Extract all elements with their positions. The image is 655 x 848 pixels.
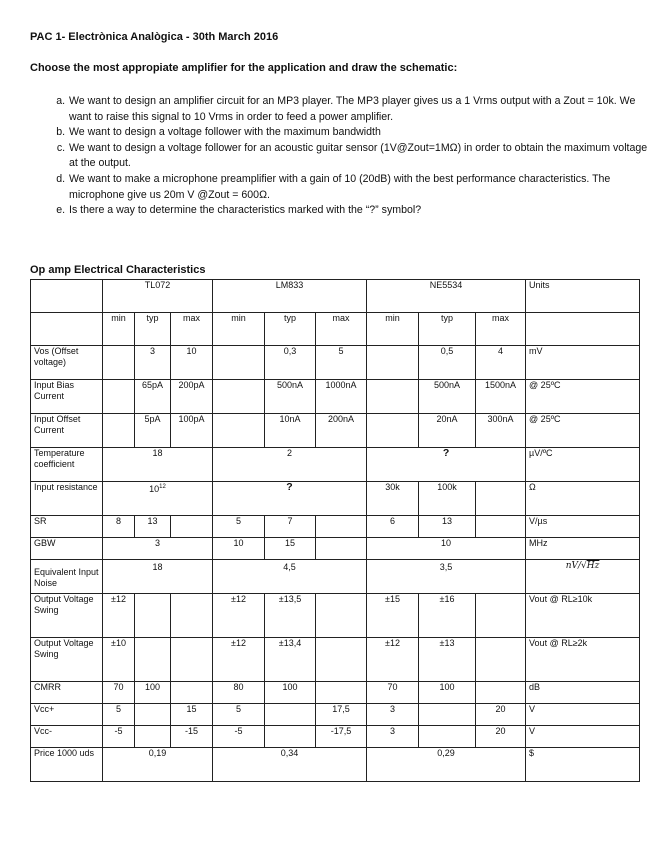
unit-cell: Vout @ RL≥2k: [526, 638, 640, 682]
table-cell: [316, 638, 367, 682]
table-cell: [103, 346, 135, 380]
subheader-typ: typ: [265, 313, 316, 346]
table-cell: 0,5: [419, 346, 476, 380]
unit-cell: Ω: [526, 482, 640, 516]
table-cell: [419, 704, 476, 726]
subheader-max: max: [316, 313, 367, 346]
table-cell: ±13,5: [265, 594, 316, 638]
unknown-value-marker: ?: [367, 448, 526, 482]
row-label: Vcc-: [31, 726, 103, 748]
table-cell: [316, 594, 367, 638]
table-row: [31, 414, 640, 448]
table-cell: [213, 380, 265, 414]
merged-cell: 0,19: [103, 748, 213, 782]
table-cell: 200nA: [316, 414, 367, 448]
question-item: e. Is there a way to determine the characteristics marked with the “?” symbol?: [68, 203, 648, 219]
table-cell: 4: [476, 346, 526, 380]
row-label: SR: [31, 516, 103, 538]
table-header-row: [31, 280, 640, 313]
row-label: Temperature coefficient: [31, 448, 103, 482]
table-cell: ±13,4: [265, 638, 316, 682]
table-cell: 5: [213, 704, 265, 726]
merged-cell: 3: [103, 538, 213, 560]
table-cell: 70: [103, 682, 135, 704]
amp-header-lm833: LM833: [213, 280, 367, 313]
table-cell: 7: [265, 516, 316, 538]
merged-cell: [103, 482, 213, 516]
table-cell: 100: [265, 682, 316, 704]
table-cell: [171, 682, 213, 704]
table-cell: [316, 538, 367, 560]
noise-unit-denominator: Hz: [586, 561, 600, 571]
table-cell: 1000nA: [316, 380, 367, 414]
table-cell: -5: [103, 726, 135, 748]
power-base: 10: [149, 484, 160, 494]
unit-cell: $: [526, 748, 640, 782]
unit-cell: mV: [526, 346, 640, 380]
table-cell: ±12: [213, 638, 265, 682]
table-cell: [135, 726, 171, 748]
table-cell: 100: [135, 682, 171, 704]
table-cell: [476, 482, 526, 516]
table-cell: [476, 682, 526, 704]
table-cell: 100k: [419, 482, 476, 516]
merged-cell: 10: [367, 538, 526, 560]
row-label: Input resistance: [31, 482, 103, 516]
table-cell: 300nA: [476, 414, 526, 448]
sqrt-icon: √: [581, 561, 587, 571]
table-cell: -5: [213, 726, 265, 748]
table-cell: -15: [171, 726, 213, 748]
row-label: Vcc+: [31, 704, 103, 726]
table-cell: [316, 682, 367, 704]
table-cell: [476, 516, 526, 538]
table-cell: 70: [367, 682, 419, 704]
table-cell: ±12: [367, 638, 419, 682]
row-label: Input Offset Current: [31, 414, 103, 448]
table-row: [31, 594, 640, 638]
table-row: [31, 538, 640, 560]
table-cell: 500nA: [419, 380, 476, 414]
table-cell: 80: [213, 682, 265, 704]
table-cell: 100: [419, 682, 476, 704]
table-cell: [171, 516, 213, 538]
table-row: [31, 726, 640, 748]
table-cell: 13: [419, 516, 476, 538]
merged-cell: 18: [103, 448, 213, 482]
table-cell: [476, 594, 526, 638]
units-header: Units: [526, 280, 640, 313]
table-cell: 100pA: [171, 414, 213, 448]
row-label: Input Bias Current: [31, 380, 103, 414]
unit-cell: V: [526, 726, 640, 748]
question-item: d. We want to make a microphone preamplifier with a gain of 10 (20dB) with the best performance characteristics. The microphone give us 20m V @Zout = 600Ω.: [68, 172, 648, 203]
subheader-max: max: [171, 313, 213, 346]
merged-cell: 18: [103, 560, 213, 594]
row-label: Price 1000 uds: [31, 748, 103, 782]
table-cell: 3: [367, 704, 419, 726]
op-amp-table: [30, 279, 640, 782]
question-item: a. We want to design an amplifier circuit for an MP3 player. The MP3 player gives us a 1 Vrms output with a Zout = 10k. We want to raise this signal to 10 Vrms in order to feed a power amplifier.: [68, 94, 648, 125]
question-item: c. We want to design a voltage follower for an acoustic guitar sensor (1V@Zout=1MΩ) in order to obtain the maximum voltage at the output.: [68, 141, 648, 172]
unit-cell: dB: [526, 682, 640, 704]
table-row: [31, 346, 640, 380]
subheader-typ: typ: [419, 313, 476, 346]
table-cell: 8: [103, 516, 135, 538]
noise-unit-cell: nV/√Hz: [526, 560, 640, 594]
table-cell: 10: [171, 346, 213, 380]
table-cell: [135, 704, 171, 726]
table-cell: -17,5: [316, 726, 367, 748]
subheader-typ: typ: [135, 313, 171, 346]
unknown-value-marker: ?: [213, 482, 367, 516]
table-cell: 30k: [367, 482, 419, 516]
table-cell: 15: [171, 704, 213, 726]
table-cell: [526, 313, 640, 346]
table-cell: [476, 638, 526, 682]
table-cell: [265, 704, 316, 726]
table-subheader-row: [31, 313, 640, 346]
table-cell: 13: [135, 516, 171, 538]
unit-cell: @ 25ºC: [526, 380, 640, 414]
row-label: Output Voltage Swing: [31, 638, 103, 682]
table-cell: [316, 516, 367, 538]
instruction: Choose the most appropiate amplifier for the application and draw the schematic:: [30, 62, 458, 74]
subheader-min: min: [103, 313, 135, 346]
table-cell: [213, 346, 265, 380]
merged-cell: 3,5: [367, 560, 526, 594]
merged-cell: 4,5: [213, 560, 367, 594]
table-cell: [171, 594, 213, 638]
table-row: [31, 380, 640, 414]
table-row: [31, 448, 640, 482]
noise-unit-numerator: nV: [565, 561, 578, 571]
table-row: [31, 638, 640, 682]
table-cell: 15: [265, 538, 316, 560]
table-cell: [213, 414, 265, 448]
power-exponent: 12: [159, 484, 166, 490]
table-cell: 17,5: [316, 704, 367, 726]
table-cell: ±12: [103, 594, 135, 638]
amp-header-tl072: TL072: [103, 280, 213, 313]
table-row: [31, 704, 640, 726]
table-cell: [135, 638, 171, 682]
table-cell: 200pA: [171, 380, 213, 414]
table-cell: [367, 414, 419, 448]
table-cell: [135, 594, 171, 638]
question-item: b. We want to design a voltage follower with the maximum bandwidth: [68, 125, 648, 141]
row-label: GBW: [31, 538, 103, 560]
amp-header-ne5534: NE5534: [367, 280, 526, 313]
question-list: [48, 94, 648, 219]
unit-cell: µV/ºC: [526, 448, 640, 482]
table-cell: ±16: [419, 594, 476, 638]
table-cell: 20: [476, 704, 526, 726]
table-cell: ±12: [213, 594, 265, 638]
table-cell: 3: [135, 346, 171, 380]
merged-cell: 2: [213, 448, 367, 482]
table-cell: 500nA: [265, 380, 316, 414]
table-row: [31, 560, 640, 594]
table-cell: [31, 280, 103, 313]
table-row: [31, 482, 640, 516]
table-row: [31, 748, 640, 782]
unit-cell: V: [526, 704, 640, 726]
table-cell: [171, 638, 213, 682]
table-cell: 20nA: [419, 414, 476, 448]
merged-cell: 0,34: [213, 748, 367, 782]
unit-cell: Vout @ RL≥10k: [526, 594, 640, 638]
page-title: PAC 1- Electrònica Analògica - 30th March 2016: [30, 31, 279, 43]
merged-cell: 0,29: [367, 748, 526, 782]
subheader-max: max: [476, 313, 526, 346]
table-cell: 0,3: [265, 346, 316, 380]
table-cell: 20: [476, 726, 526, 748]
row-label: Vos (Offset voltage): [31, 346, 103, 380]
table-row: [31, 516, 640, 538]
table-row: [31, 682, 640, 704]
table-cell: [103, 414, 135, 448]
table-cell: 10nA: [265, 414, 316, 448]
table-cell: [103, 380, 135, 414]
row-label: Equivalent Input Noise: [31, 560, 103, 594]
table-cell: ±10: [103, 638, 135, 682]
table-cell: 5: [213, 516, 265, 538]
row-label: Output Voltage Swing: [31, 594, 103, 638]
table-cell: [265, 726, 316, 748]
table-title: Op amp Electrical Characteristics: [30, 264, 206, 276]
table-cell: 65pA: [135, 380, 171, 414]
subheader-min: min: [213, 313, 265, 346]
table-cell: 5: [103, 704, 135, 726]
table-cell: [367, 346, 419, 380]
table-cell: 1500nA: [476, 380, 526, 414]
table-cell: 5pA: [135, 414, 171, 448]
table-cell: 5: [316, 346, 367, 380]
table-cell: 3: [367, 726, 419, 748]
table-cell: ±15: [367, 594, 419, 638]
unit-cell: @ 25ºC: [526, 414, 640, 448]
table-cell: [367, 380, 419, 414]
table-cell: [31, 313, 103, 346]
table-cell: [419, 726, 476, 748]
row-label: CMRR: [31, 682, 103, 704]
table-cell: 10: [213, 538, 265, 560]
table-cell: ±13: [419, 638, 476, 682]
table-cell: 6: [367, 516, 419, 538]
subheader-min: min: [367, 313, 419, 346]
unit-cell: V/µs: [526, 516, 640, 538]
unit-cell: MHz: [526, 538, 640, 560]
